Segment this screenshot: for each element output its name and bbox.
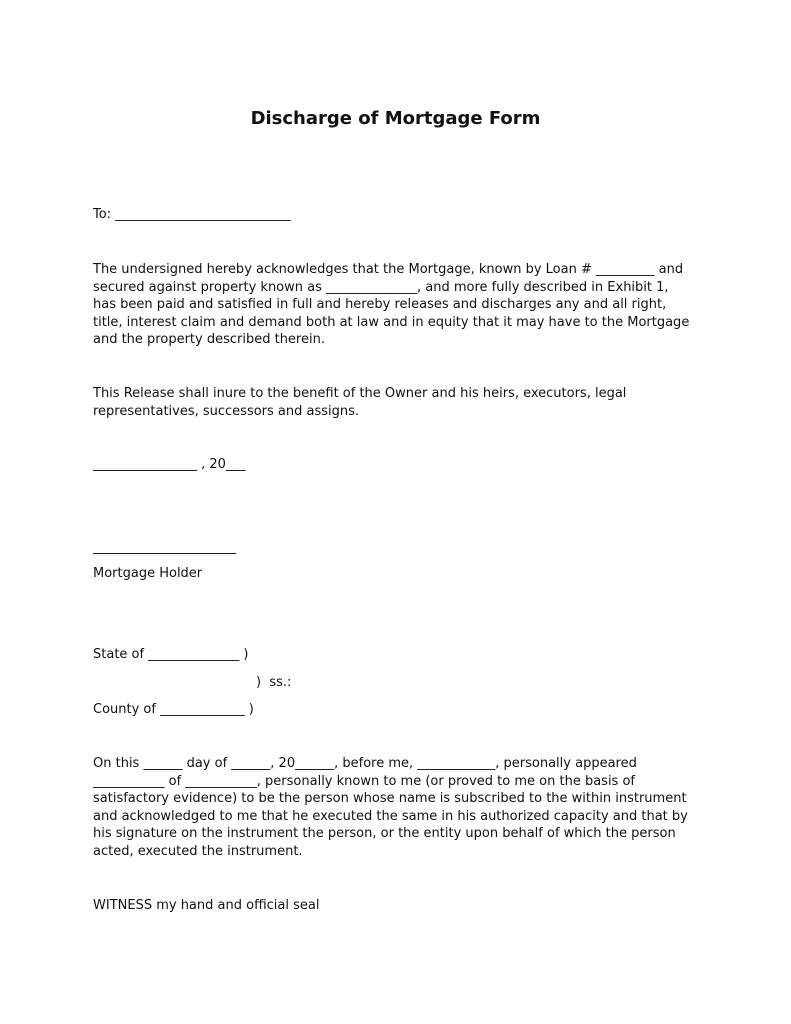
paragraph-line: acted, executed the instrument. xyxy=(93,843,303,859)
paragraph-line: On this ______ day of ______, 20______, before me, ____________, personally appeared xyxy=(93,756,637,771)
paragraph-line: his signature on the instrument the person, or the entity upon behalf of which the person xyxy=(93,826,676,841)
paragraph-line: The undersigned hereby acknowledges that the Mortgage, known by Loan # _________ and xyxy=(93,262,684,277)
paragraph-line: and the property described therein. xyxy=(93,332,325,347)
signature-label: Mortgage Holder xyxy=(93,566,203,581)
acknowledgement-paragraph xyxy=(93,261,689,349)
paragraph-line: and acknowledged to me that he executed the same in his authorized capacity and that by xyxy=(93,808,688,824)
state-line: State of ______________ ) xyxy=(93,647,249,662)
paragraph-line: representatives, successors and assigns. xyxy=(93,403,360,419)
ss-line: ) ss.: xyxy=(256,675,292,690)
signature-line: ______________________ xyxy=(93,540,236,555)
witness-line: WITNESS my hand and official seal xyxy=(93,898,320,913)
paragraph-line: has been paid and satisfied in full and hereby releases and discharges any and all right, xyxy=(93,297,667,312)
paragraph-line: title, interest claim and demand both at law and in equity that it may have to the Mortgage xyxy=(93,314,690,330)
county-line: County of _____________ ) xyxy=(93,702,254,717)
date-line: ________________ , 20___ xyxy=(93,457,246,472)
paragraph-line: satisfactory evidence) to be the person whose name is subscribed to the within instrument xyxy=(93,791,687,806)
page-title: Discharge of Mortgage Form xyxy=(250,108,541,129)
notary-paragraph xyxy=(93,755,688,860)
to-line: To: ___________________________ xyxy=(93,207,291,222)
paragraph-line: This Release shall inure to the benefit of the Owner and his heirs, executors, legal xyxy=(93,386,627,401)
paragraph-line: ___________ of ___________, personally known to me (or proved to me on the basis of xyxy=(93,773,635,789)
release-paragraph xyxy=(93,385,626,420)
paragraph-line: secured against property known as ______________, and more fully described in Exhibit 1, xyxy=(93,279,669,295)
